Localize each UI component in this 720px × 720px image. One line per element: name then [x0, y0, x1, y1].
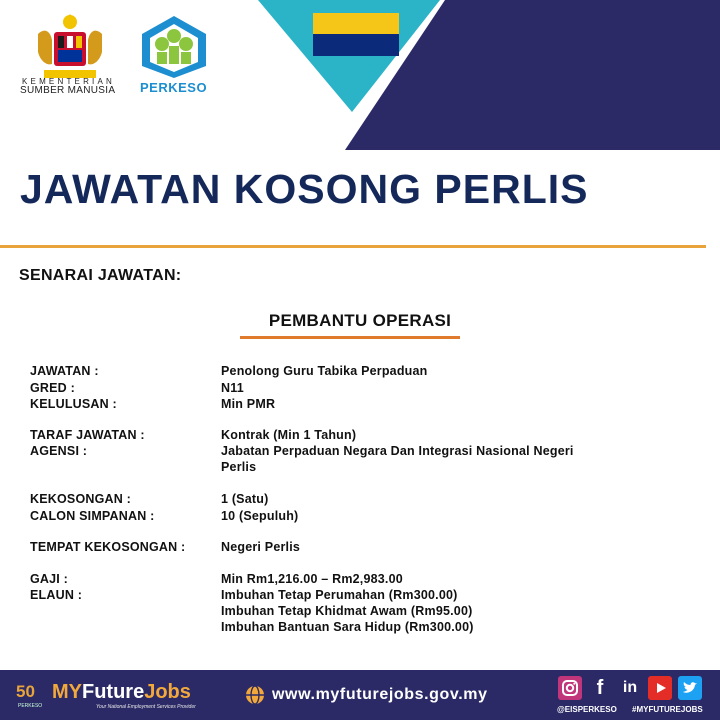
detail-label-gred: GRED :: [30, 381, 75, 395]
list-heading: SENARAI JAWATAN:: [19, 267, 182, 284]
social-handle: @EISPERKESO: [557, 705, 617, 714]
top-banner: [0, 0, 720, 150]
detail-value-elaun-1: Imbuhan Tetap Perumahan (Rm300.00): [221, 588, 458, 602]
detail-label-kelulusan: KELULUSAN :: [30, 397, 117, 411]
website-link[interactable]: www.myfuturejobs.gov.my: [272, 686, 488, 703]
detail-label-elaun: ELAUN :: [30, 588, 83, 602]
perkeso-logo-icon: [138, 14, 210, 80]
instagram-icon[interactable]: [558, 676, 582, 700]
youtube-icon[interactable]: [648, 676, 672, 700]
twitter-icon[interactable]: [678, 676, 702, 700]
malaysia-coat-of-arms-icon: [30, 12, 110, 84]
detail-value-gaji: Min Rm1,216.00 – Rm2,983.00: [221, 572, 403, 586]
detail-value-elaun-3: Imbuhan Bantuan Sara Hidup (Rm300.00): [221, 620, 474, 634]
brand-jobs: Jobs: [144, 681, 191, 703]
detail-value-jawatan: Penolong Guru Tabika Perpaduan: [221, 364, 428, 378]
detail-value-tempat: Negeri Perlis: [221, 540, 301, 554]
detail-label-gaji: GAJI :: [30, 572, 69, 586]
detail-label-jawatan: JAWATAN :: [30, 364, 99, 378]
detail-label-agensi: AGENSI :: [30, 444, 88, 458]
detail-label-kekosongan: KEKOSONGAN :: [30, 492, 132, 506]
detail-value-agensi-line2: Perlis: [221, 460, 257, 474]
globe-icon: [245, 685, 265, 705]
linkedin-icon[interactable]: in: [622, 679, 638, 696]
detail-value-gred: N11: [221, 381, 244, 395]
flag-yellow-band: [313, 13, 399, 34]
detail-value-kekosongan: 1 (Satu): [221, 492, 269, 506]
position-divider: [240, 336, 460, 339]
position-heading: PEMBANTU OPERASI: [268, 311, 452, 330]
detail-value-calon: 10 (Sepuluh): [221, 509, 299, 523]
detail-value-elaun-2: Imbuhan Tetap Khidmat Awam (Rm95.00): [221, 604, 473, 618]
perlis-flag: [313, 13, 399, 56]
brand-tagline: Your National Employment Services Provider: [96, 704, 196, 710]
title-divider: [0, 245, 706, 248]
detail-label-tempat: TEMPAT KEKOSONGAN :: [30, 540, 186, 554]
ministry-line1: KEMENTERIAN: [22, 77, 115, 86]
detail-label-taraf: TARAF JAWATAN :: [30, 428, 145, 442]
brand-future: Future: [82, 681, 145, 703]
flag-blue-band: [313, 34, 399, 56]
perkeso-name: PERKESO: [140, 80, 208, 95]
position-heading-wrap: [0, 311, 720, 331]
perkeso-50-caption: PERKESO: [18, 703, 43, 709]
ministry-line2: SUMBER MANUSIA: [20, 85, 116, 96]
myfuturejobs-logo[interactable]: [52, 681, 191, 704]
footer: [0, 670, 720, 720]
detail-value-kelulusan: Min PMR: [221, 397, 276, 411]
brand-my: MY: [52, 681, 82, 703]
social-hashtag: #MYFUTUREJOBS: [632, 705, 703, 714]
detail-value-taraf: Kontrak (Min 1 Tahun): [221, 428, 357, 442]
detail-label-calon: CALON SIMPANAN :: [30, 509, 155, 523]
facebook-icon[interactable]: f: [596, 677, 604, 699]
perkeso-50-mark: 50: [16, 682, 35, 701]
page-title: JAWATAN KOSONG PERLIS: [20, 166, 589, 212]
detail-value-agensi: Jabatan Perpaduan Negara Dan Integrasi Nasional Negeri: [221, 444, 574, 458]
